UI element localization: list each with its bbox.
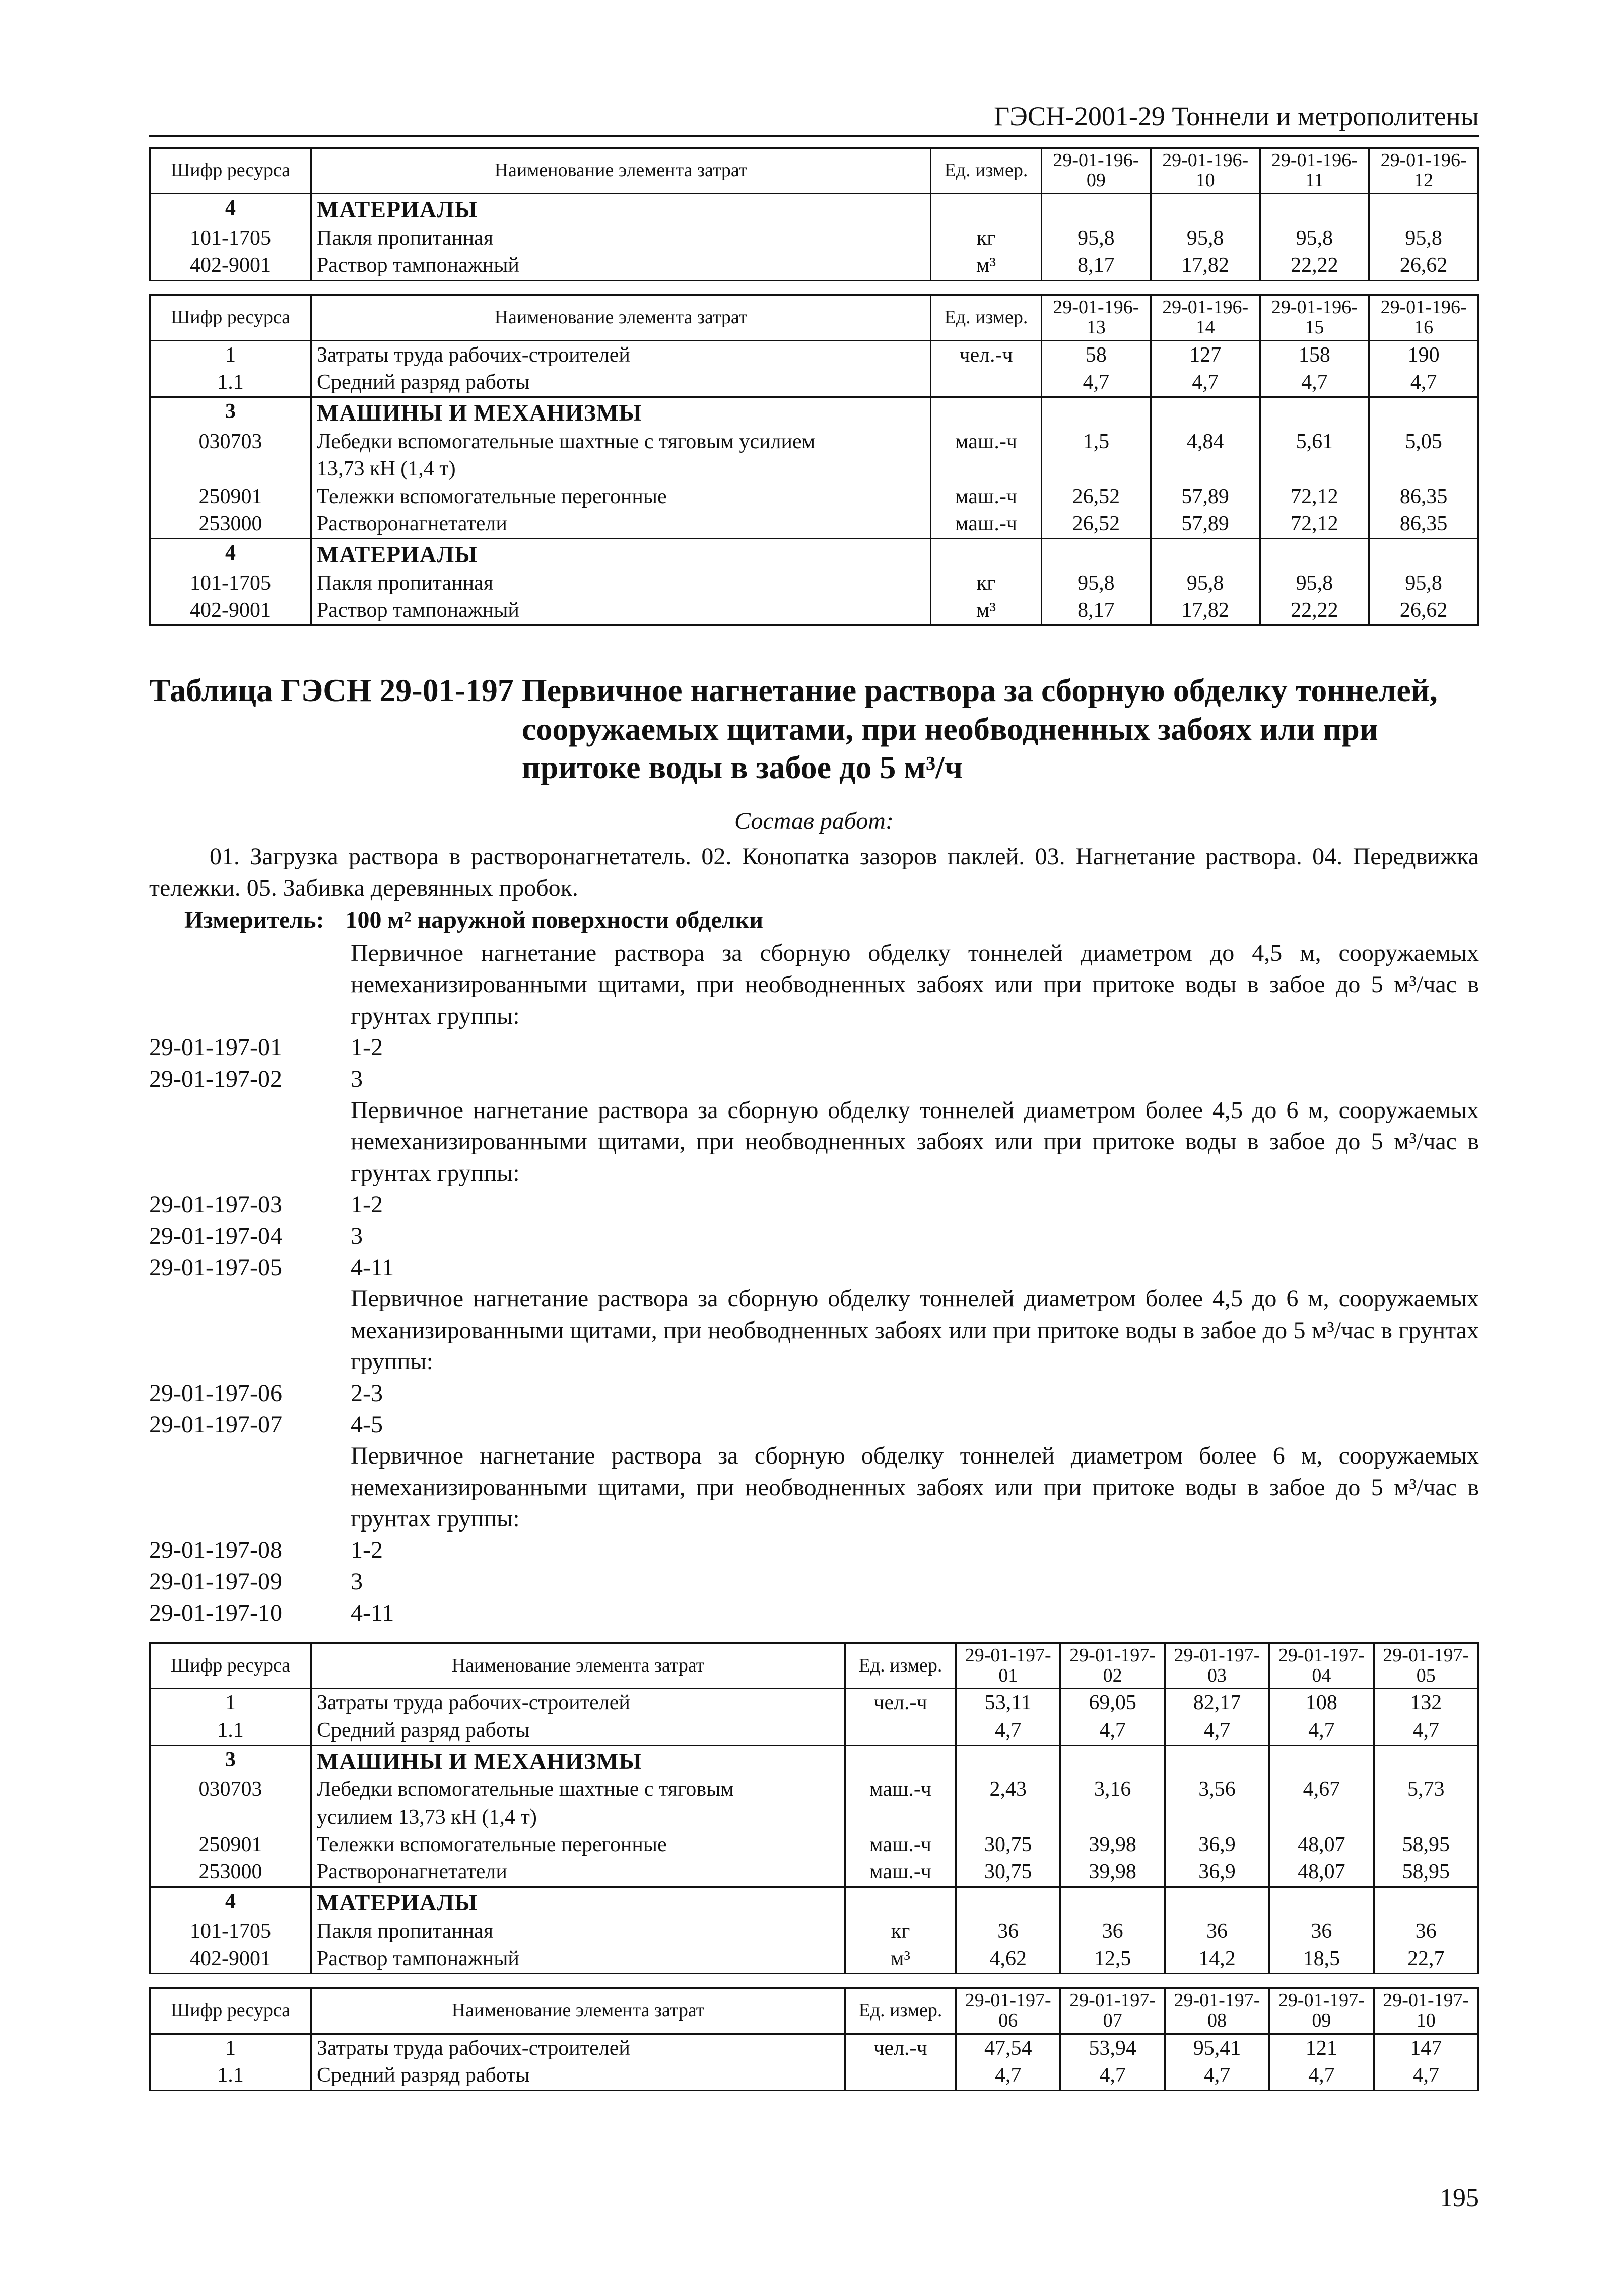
norm-entry [149,1409,1479,1440]
value-cell: 108 [1269,1689,1374,1717]
resource-unit: м³ [845,1945,956,1973]
resource-code: 250901 [150,1831,311,1859]
resource-name: МАШИНЫ И МЕХАНИЗМЫ [311,397,931,428]
value-cell: 4,7 [1060,2062,1165,2090]
resource-name: Раствор тампонажный [311,1945,845,1973]
header-norm: 29-01-196-16 [1369,295,1478,340]
table-row [150,340,1478,369]
table-row [150,597,1478,625]
resource-unit: кг [845,1918,956,1945]
soil-group: 1-2 [351,1537,383,1564]
value-cell: 72,12 [1260,510,1369,538]
norm-entry [149,1032,1479,1063]
meter-line [184,906,1479,934]
value-cell: 190 [1369,340,1478,369]
resource-code: 4 [150,193,311,224]
table-row [150,1717,1478,1745]
resource-name: Пакля пропитанная [311,225,931,252]
resource-name: Затраты труда рабочих-строителей [311,1689,845,1717]
soil-group: 4-11 [351,1599,394,1627]
header-norm: 29-01-197-01 [956,1643,1060,1689]
norm-code: 29-01-197-07 [149,1411,282,1438]
resource-code: 250901 [150,483,311,511]
table-row [150,1745,1478,1776]
table-header-row [150,295,1478,340]
value-cell: 3,56 [1165,1776,1269,1831]
value-cell: 36,9 [1165,1858,1269,1887]
meter-label: Измеритель: [184,907,324,934]
value-cell: 8,17 [1042,597,1151,625]
norm-group-description: Первичное нагнетание раствора за сборную обделку тоннелей диаметром более 4,5 до 6 м, сооружаемых немеханизированными щитами, при необводненных забоях или при притоке воды в забое до 5 м³/час в грунтах группы: [351,1097,1479,1187]
resource-name: Раствор тампонажный [311,252,931,280]
header-norm: 29-01-196-13 [1042,295,1151,340]
value-cell: 4,7 [1369,369,1478,397]
resource-code: 3 [150,397,311,428]
value-cell: 95,8 [1151,225,1260,252]
resource-unit: кг [931,570,1042,597]
norm-entry [149,1252,1479,1283]
header-name: Наименование элемента затрат [311,1988,845,2034]
value-cell: 5,05 [1369,428,1478,483]
value-cell: 4,7 [1260,369,1369,397]
value-cell: 95,8 [1151,570,1260,597]
table-row [150,428,1478,483]
value-cell: 132 [1374,1689,1478,1717]
value-cell: 95,8 [1260,225,1369,252]
resource-code: 101-1705 [150,570,311,597]
table-row [150,369,1478,397]
value-cell: 57,89 [1151,510,1260,538]
value-cell: 4,62 [956,1945,1060,1973]
value-cell: 47,54 [956,2034,1060,2062]
value-cell: 95,41 [1165,2034,1269,2062]
value-cell: 82,17 [1165,1689,1269,1717]
resource-unit: чел.-ч [931,340,1042,369]
value-cell: 57,89 [1151,483,1260,511]
value-cell: 36 [1060,1918,1165,1945]
resource-code: 1 [150,1689,311,1717]
resource-unit: кг [931,225,1042,252]
value-cell: 158 [1260,340,1369,369]
norm-code: 29-01-197-10 [149,1599,282,1627]
value-cell: 58,95 [1374,1858,1478,1887]
value-cell: 4,7 [1165,2062,1269,2090]
soil-group: 3 [351,1065,363,1092]
value-cell: 4,84 [1151,428,1260,483]
document-page [149,101,1479,2091]
resource-code: 101-1705 [150,225,311,252]
value-cell: 22,22 [1260,252,1369,280]
value-cell: 48,07 [1269,1831,1374,1859]
resource-name: МАШИНЫ И МЕХАНИЗМЫ [311,1745,845,1776]
table-row [150,1918,1478,1945]
composition-text: 01. Загрузка раствора в растворонагнетатель. 02. Конопатка зазоров паклей. 03. Нагнетание раствора. 04. Передвижка тележки. 05. Забивка деревянных пробок. [149,843,1479,901]
value-cell: 69,05 [1060,1689,1165,1717]
value-cell: 95,8 [1369,570,1478,597]
resource-unit: м³ [931,252,1042,280]
norm-group-description: Первичное нагнетание раствора за сборную обделку тоннелей диаметром более 6 м, сооружаемых немеханизированными щитами, при необводненных забоях или при притоке воды в забое до 5 м³/час в грунтах группы: [351,1442,1479,1533]
value-cell: 36 [1269,1918,1374,1945]
meter-value: 100 м² наружной поверхности обделки [345,907,763,934]
soil-group: 3 [351,1222,363,1249]
value-cell: 121 [1269,2034,1374,2062]
header-norm: 29-01-196-10 [1151,148,1260,194]
resource-code: 1.1 [150,369,311,397]
table-row [150,2062,1478,2090]
resource-code: 402-9001 [150,1945,311,1973]
resource-code: 1 [150,340,311,369]
value-cell: 95,8 [1042,570,1151,597]
resource-unit: маш.-ч [931,428,1042,483]
value-cell: 26,62 [1369,252,1478,280]
resource-name: Средний разряд работы [311,369,931,397]
value-cell: 39,98 [1060,1831,1165,1859]
soil-group: 3 [351,1568,363,1595]
value-cell: 72,12 [1260,483,1369,511]
table-row [150,570,1478,597]
value-cell: 30,75 [956,1858,1060,1887]
table-row [150,1858,1478,1887]
table-row [150,1945,1478,1973]
table-row [150,1689,1478,1717]
value-cell: 39,98 [1060,1858,1165,1887]
table-header-row [150,1988,1478,2034]
norm-entries [149,938,1479,1629]
resource-code: 1 [150,2034,311,2062]
norm-code: 29-01-197-09 [149,1568,282,1595]
value-cell: 22,7 [1374,1945,1478,1973]
value-cell: 4,7 [956,1717,1060,1745]
header-unit: Ед. измер. [931,148,1042,194]
header-unit: Ед. измер. [845,1988,956,2034]
table-title-text: Первичное нагнетание раствора за сборную обделку тоннелей, сооружаемых щитами, при необводненных забоях или при притоке воды в забое до 5 м³/ч [521,672,1438,786]
norm-entry [149,1064,1479,1095]
resource-code: 253000 [150,510,311,538]
value-cell: 17,82 [1151,597,1260,625]
value-cell: 3,16 [1060,1776,1165,1831]
resource-name: Затраты труда рабочих-строителей [311,2034,845,2062]
table-row [150,193,1478,224]
value-cell: 12,5 [1060,1945,1165,1973]
table-row [150,538,1478,569]
resource-name: Пакля пропитанная [311,570,931,597]
value-cell: 4,7 [1374,2062,1478,2090]
resource-name: МАТЕРИАЛЫ [311,193,931,224]
table-row [150,2034,1478,2062]
table-row [150,397,1478,428]
resource-code: 030703 [150,428,311,483]
value-cell: 53,94 [1060,2034,1165,2062]
value-cell: 4,7 [956,2062,1060,2090]
soil-group: 1-2 [351,1034,383,1061]
value-cell: 147 [1374,2034,1478,2062]
value-cell: 95,8 [1260,570,1369,597]
table-row [150,1776,1478,1831]
resource-code: 253000 [150,1858,311,1887]
resource-name: Растворонагнетатели [311,510,931,538]
value-cell: 5,61 [1260,428,1369,483]
value-cell: 58,95 [1374,1831,1478,1859]
value-cell: 22,22 [1260,597,1369,625]
norm-entry [149,1597,1479,1629]
soil-group: 4-5 [351,1411,383,1438]
resource-code: 4 [150,538,311,569]
value-cell: 53,11 [956,1689,1060,1717]
header-norm: 29-01-197-04 [1269,1643,1374,1689]
header-code: Шифр ресурса [150,1988,311,2034]
resource-unit: маш.-ч [845,1831,956,1859]
value-cell: 4,7 [1269,1717,1374,1745]
table-title-number: Таблица ГЭСН 29-01-197 [149,672,514,708]
resource-code: 3 [150,1745,311,1776]
value-cell: 17,82 [1151,252,1260,280]
value-cell: 30,75 [956,1831,1060,1859]
resource-name: Тележки вспомогательные перегонные [311,483,931,511]
resource-unit: чел.-ч [845,1689,956,1717]
resource-code: 1.1 [150,2062,311,2090]
value-cell: 36 [956,1918,1060,1945]
table-row [150,252,1478,280]
table-row [150,1831,1478,1859]
value-cell: 26,52 [1042,510,1151,538]
value-cell: 26,62 [1369,597,1478,625]
resource-name: МАТЕРИАЛЫ [311,538,931,569]
resource-name: Лебедки вспомогательные шахтные с тяговым усилием 13,73 кН (1,4 т) [311,428,931,483]
value-cell: 4,7 [1042,369,1151,397]
norm-entry [149,1566,1479,1597]
value-cell: 26,52 [1042,483,1151,511]
table-row [150,510,1478,538]
norm-code: 29-01-197-08 [149,1537,282,1564]
value-cell: 86,35 [1369,510,1478,538]
header-norm: 29-01-197-08 [1165,1988,1269,2034]
norm-code: 29-01-197-04 [149,1222,282,1249]
header-code: Шифр ресурса [150,295,311,340]
norm-entry [149,1221,1479,1252]
soil-group: 4-11 [351,1254,394,1281]
resource-code: 402-9001 [150,252,311,280]
resource-code: 030703 [150,1776,311,1831]
header-code: Шифр ресурса [150,1643,311,1689]
value-cell: 4,7 [1151,369,1260,397]
value-cell: 48,07 [1269,1858,1374,1887]
resource-code: 1.1 [150,1717,311,1745]
value-cell: 18,5 [1269,1945,1374,1973]
resource-table-196-13-16 [149,294,1479,626]
soil-group: 1-2 [351,1191,383,1218]
value-cell: 4,7 [1374,1717,1478,1745]
value-cell: 4,7 [1269,2062,1374,2090]
header-name: Наименование элемента затрат [311,295,931,340]
table-header-row [150,1643,1478,1689]
header-code: Шифр ресурса [150,148,311,194]
norm-code: 29-01-197-06 [149,1379,282,1407]
value-cell: 2,43 [956,1776,1060,1831]
resource-table-197-06-10 [149,1987,1479,2091]
resource-table-197-01-05 [149,1642,1479,1974]
resource-name: Раствор тампонажный [311,597,931,625]
value-cell: 14,2 [1165,1945,1269,1973]
norm-entry [149,1378,1479,1409]
norm-entry [149,1535,1479,1566]
header-norm: 29-01-197-02 [1060,1643,1165,1689]
header-name: Наименование элемента затрат [311,1643,845,1689]
resource-name: Средний разряд работы [311,2062,845,2090]
header-norm: 29-01-196-12 [1369,148,1478,194]
header-norm: 29-01-197-10 [1374,1988,1478,2034]
resource-name: Растворонагнетатели [311,1858,845,1887]
value-cell: 95,8 [1369,225,1478,252]
table-row [150,483,1478,511]
value-cell: 36 [1374,1918,1478,1945]
value-cell: 58 [1042,340,1151,369]
composition-heading: Состав работ: [734,808,894,835]
header-norm: 29-01-196-14 [1151,295,1260,340]
resource-table-196-09-12 [149,147,1479,281]
resource-unit: маш.-ч [931,483,1042,511]
resource-code: 101-1705 [150,1918,311,1945]
resource-name: Средний разряд работы [311,1717,845,1745]
header-norm: 29-01-197-06 [956,1988,1060,2034]
value-cell: 1,5 [1042,428,1151,483]
norm-code: 29-01-197-01 [149,1034,282,1061]
resource-code: 402-9001 [150,597,311,625]
soil-group: 2-3 [351,1379,383,1407]
header-norm: 29-01-197-03 [1165,1643,1269,1689]
norm-group-description: Первичное нагнетание раствора за сборную обделку тоннелей диаметром до 4,5 м, сооружаемых немеханизированными щитами, при необводненных забоях или при притоке воды в забое до 5 м³/час в грунтах группы: [351,940,1479,1029]
value-cell: 4,7 [1165,1717,1269,1745]
header-unit: Ед. измер. [845,1643,956,1689]
norm-code: 29-01-197-03 [149,1191,282,1218]
value-cell: 5,73 [1374,1776,1478,1831]
resource-name: Затраты труда рабочих-строителей [311,340,931,369]
value-cell: 8,17 [1042,252,1151,280]
header-norm: 29-01-196-11 [1260,148,1369,194]
header-norm: 29-01-196-09 [1042,148,1151,194]
header-name: Наименование элемента затрат [311,148,931,194]
header-norm: 29-01-197-07 [1060,1988,1165,2034]
value-cell: 4,7 [1060,1717,1165,1745]
norm-code: 29-01-197-02 [149,1065,282,1092]
table-header-row [150,148,1478,194]
page-number: 195 [1440,2184,1479,2212]
table-row [150,1887,1478,1917]
value-cell: 4,67 [1269,1776,1374,1831]
resource-name: МАТЕРИАЛЫ [311,1887,845,1917]
resource-unit: маш.-ч [845,1858,956,1887]
header-norm: 29-01-197-05 [1374,1643,1478,1689]
resource-name: Тележки вспомогательные перегонные [311,1831,845,1859]
resource-code: 4 [150,1887,311,1917]
value-cell: 36 [1165,1918,1269,1945]
resource-unit: чел.-ч [845,2034,956,2062]
norm-code: 29-01-197-05 [149,1254,282,1281]
value-cell: 127 [1151,340,1260,369]
resource-unit: маш.-ч [931,510,1042,538]
norm-group-description: Первичное нагнетание раствора за сборную обделку тоннелей диаметром более 4,5 до 6 м, сооружаемых механизированными щитами, при необводненных забоях или при притоке воды в забое до 5 м³/час в грунтах группы: [351,1285,1479,1375]
value-cell: 36,9 [1165,1831,1269,1859]
header-norm: 29-01-196-15 [1260,295,1369,340]
resource-unit: м³ [931,597,1042,625]
header-unit: Ед. измер. [931,295,1042,340]
value-cell: 86,35 [1369,483,1478,511]
header-norm: 29-01-197-09 [1269,1988,1374,2034]
resource-name: Пакля пропитанная [311,1918,845,1945]
table-row [150,225,1478,252]
norm-entry [149,1189,1479,1220]
resource-unit: маш.-ч [845,1776,956,1831]
value-cell: 95,8 [1042,225,1151,252]
table-title [149,671,1479,787]
running-header: ГЭСН-2001-29 Тоннели и метрополитены [149,101,1479,137]
resource-name: Лебедки вспомогательные шахтные с тяговым усилием 13,73 кН (1,4 т) [311,1776,845,1831]
